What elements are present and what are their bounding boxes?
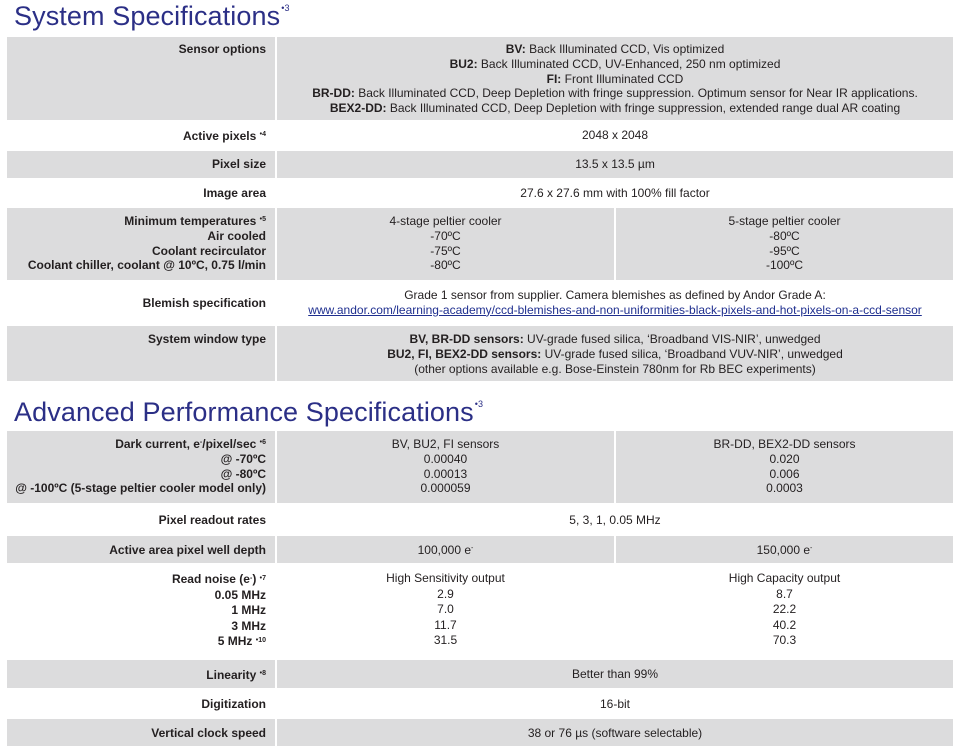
vertical-clock-speed-row: [7, 719, 953, 746]
read-noise-row: [7, 565, 953, 658]
row-label: System window type: [7, 326, 275, 381]
system-window-type-row: [7, 326, 953, 381]
image-area-row: [7, 180, 953, 206]
row-label: Digitization: [201, 697, 266, 711]
row-label: Pixel readout rates: [158, 513, 266, 527]
linearity-row: [7, 660, 953, 688]
row-label: Dark current, e-/pixel/sec $^{•6}$ @ -70ºC @ -80ºC @ -100ºC (5-stage peltier cooler model only): [7, 431, 275, 503]
four-stage-cooler-column: 4-stage peltier cooler -70ºC -75ºC -80ºC: [277, 208, 614, 280]
high-sensitivity-column: High Sensitivity output 2.9 7.0 11.7 31.5: [386, 571, 505, 647]
pixel-readout-rates-value: 5, 3, 1, 0.05 MHz: [569, 513, 661, 527]
br-dd-bex2-dd-column: BR-DD, BEX2-DD sensors 0.020 0.006 0.0003: [616, 431, 953, 503]
andor-blemish-link[interactable]: www.andor.com/learning-academy/ccd-blemishes-and-non-uniformities-black-pixels-and-hot-pixels-on-a-ccd-sensor: [308, 302, 922, 317]
row-label: Blemish specification: [142, 296, 266, 310]
pixel-size-value: 13.5 x 13.5 µm: [277, 151, 953, 178]
row-label: Read noise (e-) $^{•7}$ 0.05 MHz 1 MHz 3 MHz 5 MHz $^{•10}$: [171, 572, 266, 648]
sensor-option: BV: Back Illuminated CCD, Vis optimized: [505, 42, 725, 56]
system-window-type-value: BV, BR-DD sensors: UV-grade fused silica, ‘Broadband VIS-NIR’, unwedged BU2, FI, BEX2-DD sensors: UV-grade fused silica, ‘Broadband VUV-NIR’, unwedged (other options available e.g. Bose-Einstein 780nm for Rb BEC experiments): [277, 326, 953, 381]
high-capacity-column: High Capacity output 8.7 22.2 40.2 70.3: [728, 571, 841, 647]
blemish-specification-value: Grade 1 sensor from supplier. Camera blemishes as defined by Andor Grade A: www.andor.com/learning-academy/ccd-blemishes-and-non-uniformities-black-pixels-and-hot-pixels-on-a-ccd-sensor: [308, 288, 922, 317]
five-stage-cooler-column: 5-stage peltier cooler -80ºC -95ºC -100ºC: [616, 208, 953, 280]
vertical-clock-speed-value: 38 or 76 µs (software selectable): [277, 719, 953, 746]
well-depth-value-1: 100,000 e-: [277, 536, 614, 563]
row-label: Vertical clock speed: [7, 719, 275, 746]
row-label: Linearity $^{•8}$: [7, 660, 275, 688]
image-area-value: 27.6 x 27.6 mm with 100% fill factor: [520, 186, 710, 200]
title-footnote: •3: [281, 3, 290, 13]
row-label: Pixel size: [7, 151, 275, 178]
title-footnote: •3: [474, 399, 484, 409]
well-depth-value-2: 150,000 e-: [616, 536, 953, 563]
active-pixels-value: 2048 x 2048: [581, 128, 649, 142]
dark-current-row: [7, 431, 953, 503]
pixel-readout-rates-row: [7, 505, 953, 534]
sensor-option: BR-DD: Back Illuminated CCD, Deep Depletion with fringe suppression. Optimum sensor for Near IR applications.: [312, 86, 918, 101]
row-label: Image area: [203, 186, 266, 200]
digitization-row: [7, 690, 953, 717]
system-specifications-title: System Specifications$^{•3}$: [14, 1, 290, 31]
sensor-option: BU2: Back Illuminated CCD, UV-Enhanced, 250 nm optimized: [449, 56, 781, 71]
sensor-options-value: [277, 37, 953, 120]
advanced-performance-title: Advanced Performance Specifications$^{•3}$: [14, 397, 484, 427]
pixel-size-row: [7, 151, 953, 178]
digitization-value: 16-bit: [599, 697, 631, 711]
linearity-value: Better than 99%: [277, 660, 953, 688]
blemish-specification-row: [7, 282, 953, 324]
row-label: Active area pixel well depth: [7, 536, 275, 563]
well-depth-row: [7, 536, 953, 563]
minimum-temperatures-row: [7, 208, 953, 280]
row-label: Minimum temperatures $^{•5}$ Air cooled Coolant recirculator Coolant chiller, coolant @ 10ºC, 0.75 l/min: [7, 208, 275, 280]
sensor-option: FI: Front Illuminated CCD: [546, 71, 684, 86]
row-label: Active pixels $^{•4}$: [182, 129, 266, 143]
sensor-option: BEX2-DD: Back Illuminated CCD, Deep Depletion with fringe suppression, extended range dual AR coating: [329, 101, 901, 116]
bv-bu2-fi-column: BV, BU2, FI sensors 0.00040 0.00013 0.000059: [277, 431, 614, 503]
row-label: Sensor options: [7, 37, 275, 120]
active-pixels-row: [7, 122, 953, 149]
sensor-options-row: [7, 37, 953, 120]
